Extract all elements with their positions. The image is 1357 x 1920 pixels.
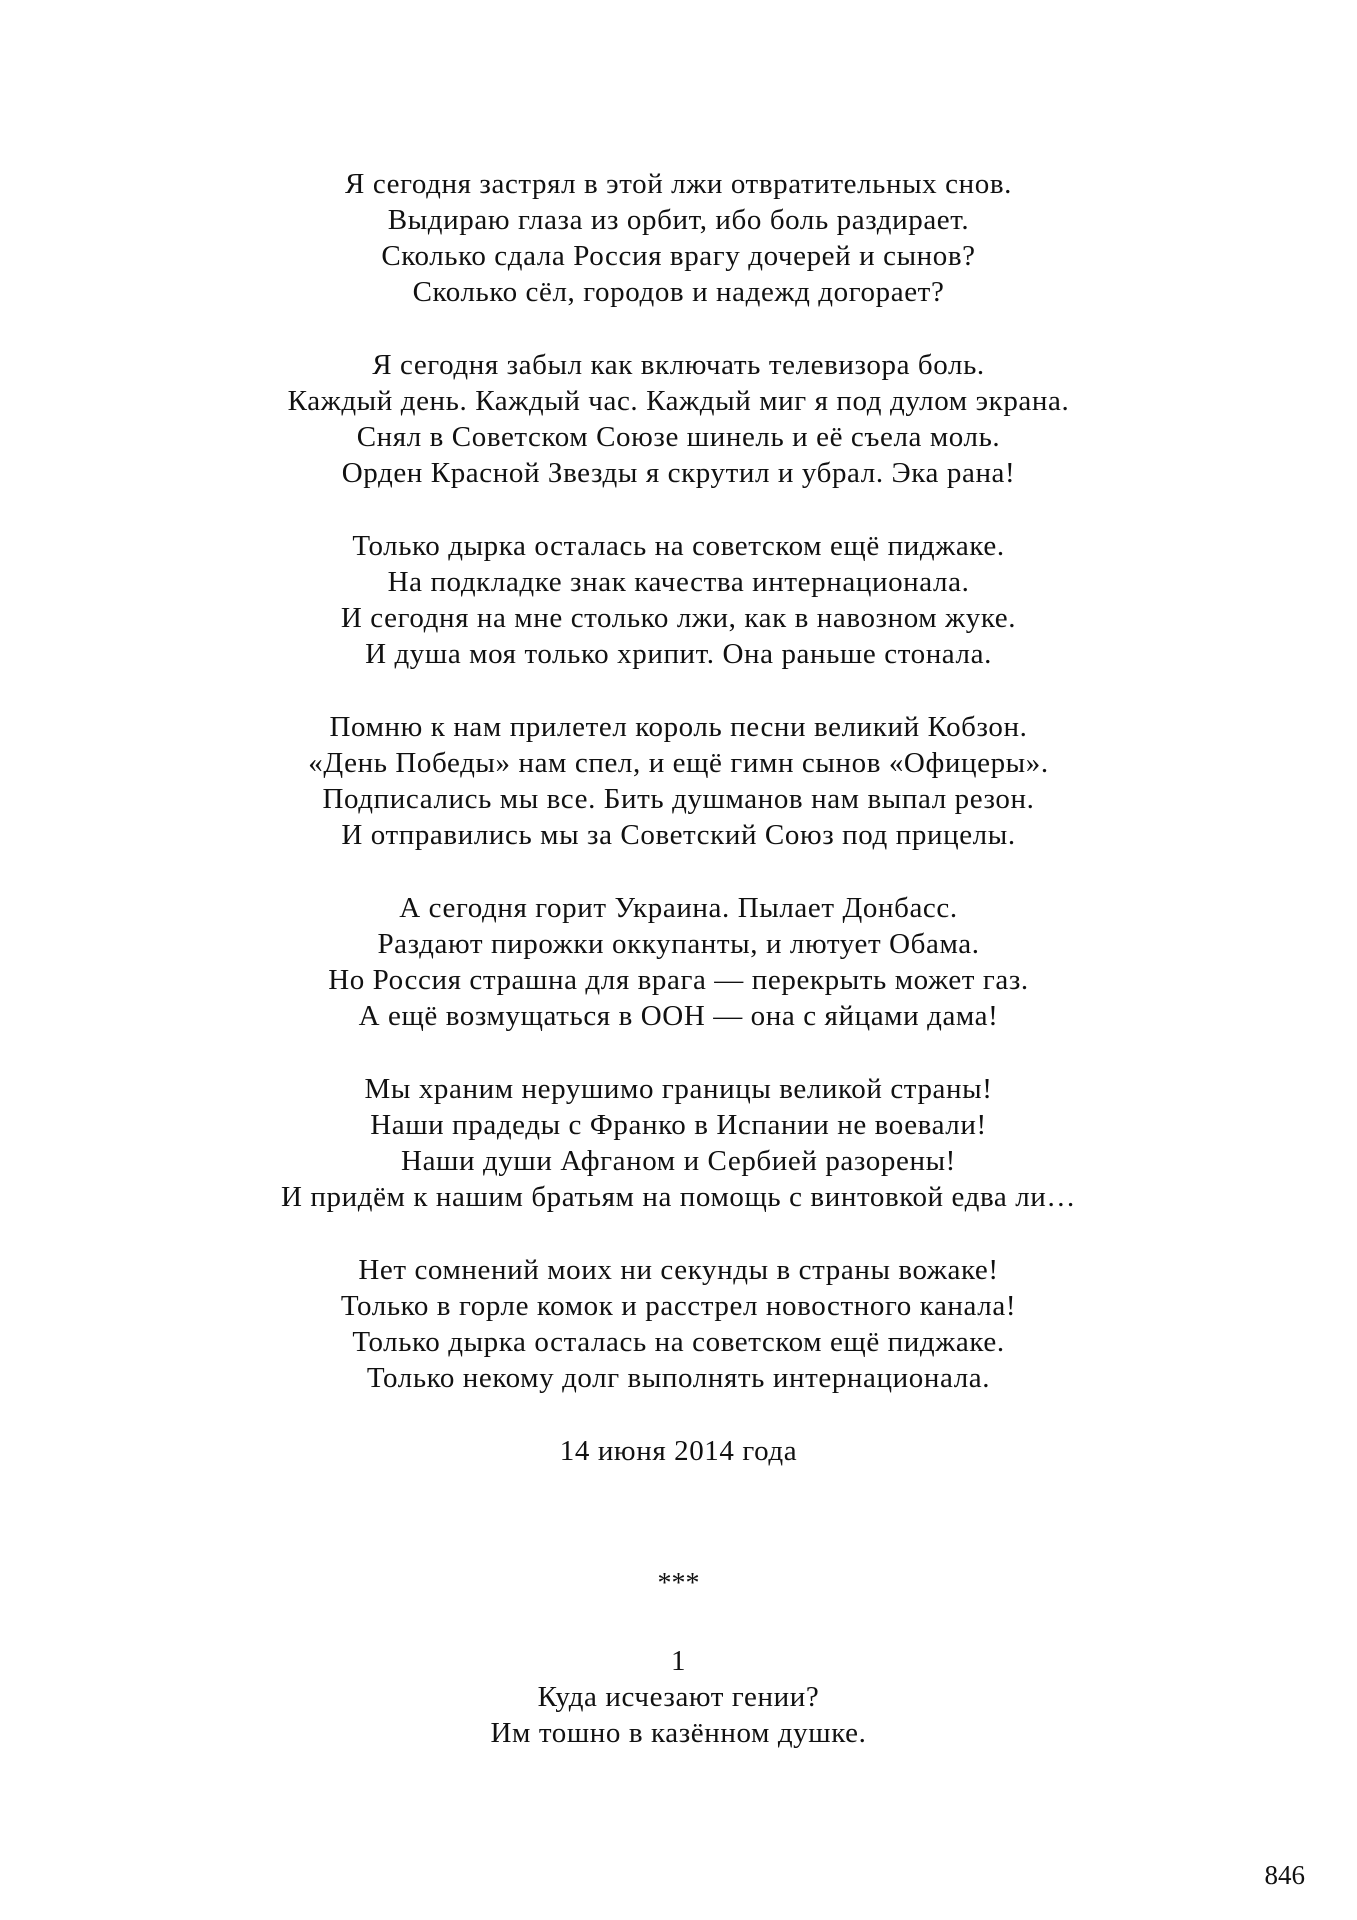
poem-line: Мы храним нерушимо границы великой страны! [364, 1073, 993, 1105]
poem-line: Я сегодня забыл как включать телевизора боль. [372, 349, 985, 381]
poem-line: А сегодня горит Украина. Пылает Донбасс. [399, 892, 958, 924]
stanza-3 [0, 528, 1357, 672]
stanza-4 [0, 709, 1357, 853]
poem-date: 14 июня 2014 года [559, 1435, 798, 1467]
next-poem [0, 1643, 1357, 1751]
poem-line: И придём к нашим братьям на помощь с винтовкой едва ли… [280, 1181, 1076, 1213]
poem-line: Сколько сдала Россия врагу дочерей и сынов? [381, 240, 976, 272]
stanza-6 [0, 1071, 1357, 1215]
poem-line: Но Россия страшна для врага — перекрыть может газ. [328, 964, 1029, 996]
poem-line: Им тошно в казённом душке. [490, 1717, 867, 1749]
poem-line: А ещё возмущаться в ООН — она с яйцами дама! [358, 1000, 999, 1032]
poem-line: Наши души Афганом и Сербией разорены! [401, 1145, 956, 1177]
stanza-7 [0, 1252, 1357, 1396]
poem-line: Только в горле комок и расстрел новостного канала! [340, 1290, 1017, 1322]
stanza-5 [0, 890, 1357, 1034]
poem-line: Каждый день. Каждый час. Каждый миг я под дулом экрана. [287, 385, 1070, 417]
poem-line: И отправились мы за Советский Союз под прицелы. [341, 819, 1016, 851]
poem-line: Нет сомнений моих ни секунды в страны вожаке! [358, 1254, 999, 1286]
poem-line: Только дырка осталась на советском ещё пиджаке. [352, 530, 1005, 562]
stanza-2 [0, 347, 1357, 491]
poem-line: Снял в Советском Союзе шинель и её съела моль. [356, 421, 1001, 453]
poem-line: Подписались мы все. Бить душманов нам выпал резон. [322, 783, 1035, 815]
poem-line: Наши прадеды с Франко в Испании не воевали! [370, 1109, 987, 1141]
poem-line: Орден Красной Звезды я скрутил и убрал. Эка рана! [341, 457, 1016, 489]
poem [0, 166, 1357, 1469]
poem-line: «День Победы» нам спел, и ещё гимн сынов «Офицеры». [308, 747, 1049, 779]
stanza-1 [0, 166, 1357, 310]
poem-line: Раздают пирожки оккупанты, и лютует Обама. [377, 928, 980, 960]
poem-line: На подкладке знак качества интернационала. [387, 566, 970, 598]
poem-line: Только дырка осталась на советском ещё пиджаке. [352, 1326, 1005, 1358]
poem-line: Я сегодня застрял в этой лжи отвратительных снов. [345, 168, 1012, 200]
poem-number: 1 [670, 1645, 687, 1677]
section-separator: *** [657, 1568, 700, 1599]
poem-line: Выдираю глаза из орбит, ибо боль раздирает. [387, 204, 970, 236]
poem-line: И сегодня на мне столько лжи, как в навозном жуке. [340, 602, 1017, 634]
page-number: 846 [1264, 1860, 1305, 1890]
poem-line: Куда исчезают гении? [537, 1681, 820, 1713]
poem-line: Сколько сёл, городов и надежд догорает? [412, 276, 945, 308]
poem-line: Только некому долг выполнять интернационала. [366, 1362, 991, 1394]
poem-line: Помню к нам прилетел король песни великий Кобзон. [329, 711, 1028, 743]
poem-line: И душа моя только хрипит. Она раньше стонала. [365, 638, 992, 670]
